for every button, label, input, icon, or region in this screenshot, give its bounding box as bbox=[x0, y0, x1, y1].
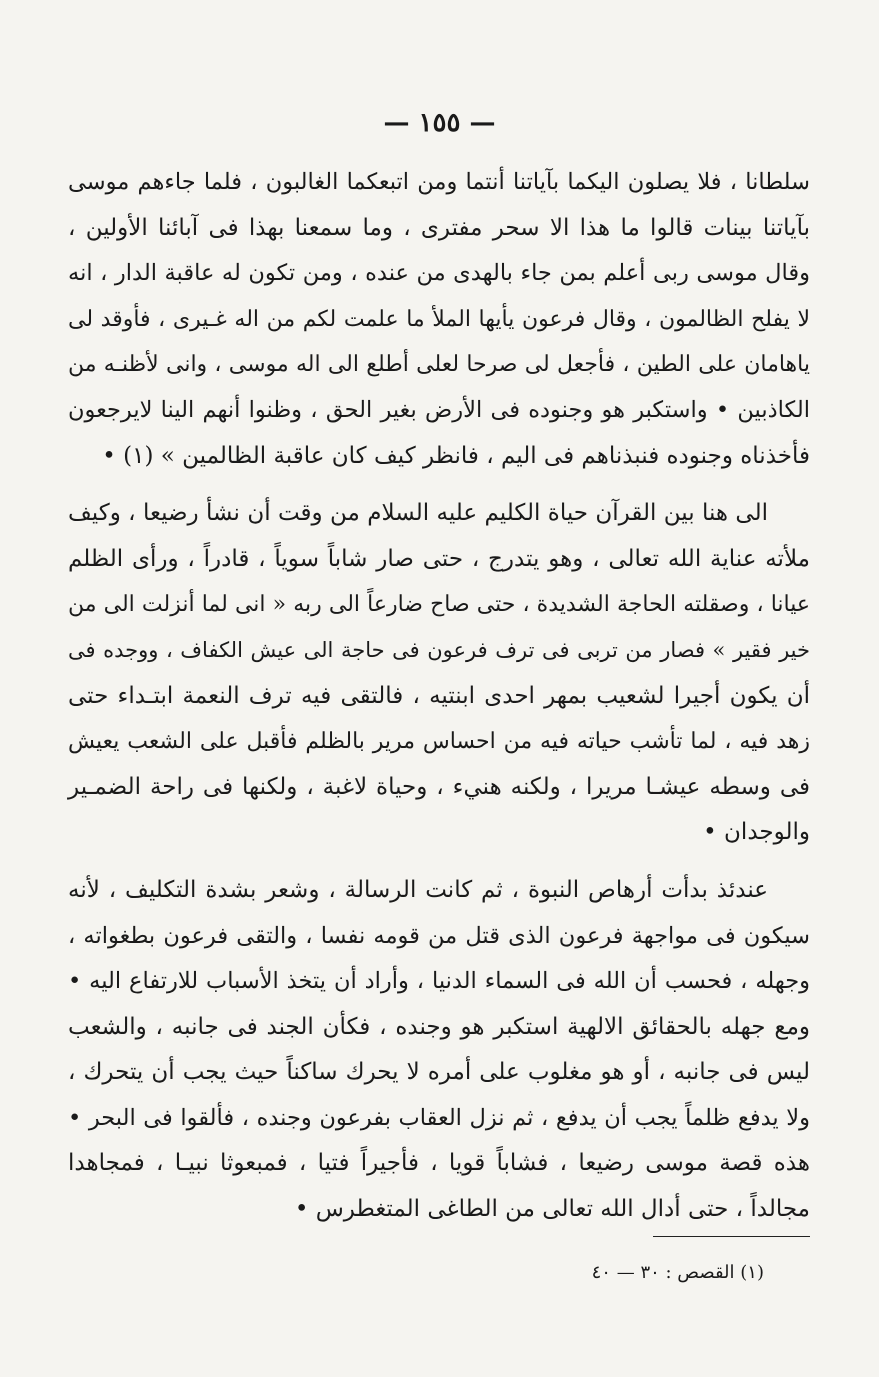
text-line: وقال موسى ربى أعلم بمن جاء بالهدى من عنده ، ومن تكون له عاقبة الدار ، انه bbox=[68, 260, 810, 287]
paragraph-1 bbox=[68, 160, 810, 479]
text-line: ومع جهله بالحقائق الالهية استكبر هو وجنده ، فكأن الجند فى جانبه ، والشعب bbox=[68, 1013, 810, 1040]
text-line: ليس فى جانبه ، أو هو مغلوب على أمره لا يحرك ساكناً حيث يجب أن يتحرك ، bbox=[68, 1059, 810, 1086]
text-line: أن يكون أجيرا لشعيب بمهر احدى ابنتيه ، فالتقى فيه ترف النعمة ابتـداء حتى bbox=[68, 682, 810, 709]
text-line: فى وسطه عيشـا مريرا ، ولكنه هنيء ، وحياة لاغبة ، ولكنها فى راحة الضمـير bbox=[68, 773, 810, 800]
text-line: سلطانا ، فلا يصلون اليكما بآياتنا أنتما ومن اتبعكما الغالبون ، فلما جاءهم موسى bbox=[68, 169, 810, 195]
text-line: بآياتنا بينات قالوا ما هذا الا سحر مفترى ، وما سمعنا بهذا فى آبائنا الأولين ، bbox=[68, 214, 810, 241]
text-line: سيكون فى مواجهة فرعون الذى قتل من قومه نفسا ، والتقى فرعون بطغواته ، bbox=[68, 922, 810, 949]
text-line: مجالداً ، حتى أدال الله تعالى من الطاغى المتغطرس • bbox=[294, 1196, 810, 1223]
footnote-separator bbox=[653, 1236, 810, 1237]
text-line: ملأته عناية الله تعالى ، وهو يتدرج ، حتى صار شاباً سوياً ، قادراً ، ورأى الظلم bbox=[68, 545, 810, 572]
text-line: لا يفلح الظالمون ، وقال فرعون يأيها الملأ ما علمت لكم من اله غـيرى ، فأوقد لى bbox=[68, 306, 810, 332]
paragraph-3 bbox=[68, 868, 810, 1233]
paragraph-2 bbox=[68, 491, 810, 856]
text-line: ولا يدفع ظلماً يجب أن يدفع ، ثم نزل العقاب بفرعون وجنده ، فألقوا فى البحر • bbox=[68, 1104, 810, 1131]
text-line: وجهله ، فحسب أن الله فى السماء الدنيا ، وأراد أن يتخذ الأسباب للارتفاع اليه • bbox=[68, 968, 810, 995]
page-number: — ١٥٥ — bbox=[383, 108, 496, 138]
text-line: خير فقير » فصار من تربى فى ترف فرعون فى حاجة الى عيش الكفاف ، ووجده فى bbox=[68, 637, 810, 662]
text-line: فأخذناه وجنوده فنبذناهم فى اليم ، فانظر كيف كان عاقبة الظالمين » (١) • bbox=[102, 442, 810, 469]
text-line: عيانا ، وصقلته الحاجة الشديدة ، حتى صاح ضارعاً الى ربه « انى لما أنزلت الى من bbox=[68, 592, 810, 618]
text-line: والوجدان • bbox=[703, 819, 810, 846]
text-line: هذه قصة موسى رضيعا ، فشاباً قويا ، فأجيراً فتيا ، فمبعوثا نبيـا ، فمجاهدا bbox=[68, 1150, 810, 1177]
text-line: زهد فيه ، لما تأشب حياته فيه من احساس مرير بالظلم فأقبل على الشعب يعيش bbox=[68, 729, 810, 755]
footnote: (١) القصص : ٣٠ — ٤٠ bbox=[591, 1262, 764, 1283]
text-line: عندئذ بدأت أرهاص النبوة ، ثم كانت الرسالة ، وشعر بشدة التكليف ، لأنه bbox=[68, 876, 768, 903]
text-line: الى هنا بين القرآن حياة الكليم عليه السلام من وقت أن نشأ رضيعا ، وكيف bbox=[68, 500, 768, 527]
text-line: ياهامان على الطين ، فأجعل لى صرحا لعلى أطلع الى اله موسى ، وانى لأظنـه من bbox=[68, 352, 810, 378]
text-line: الكاذبين • واستكبر هو وجنوده فى الأرض بغير الحق ، وظنوا أنهم الينا لايرجعون bbox=[68, 396, 810, 423]
body-text bbox=[68, 160, 810, 1233]
